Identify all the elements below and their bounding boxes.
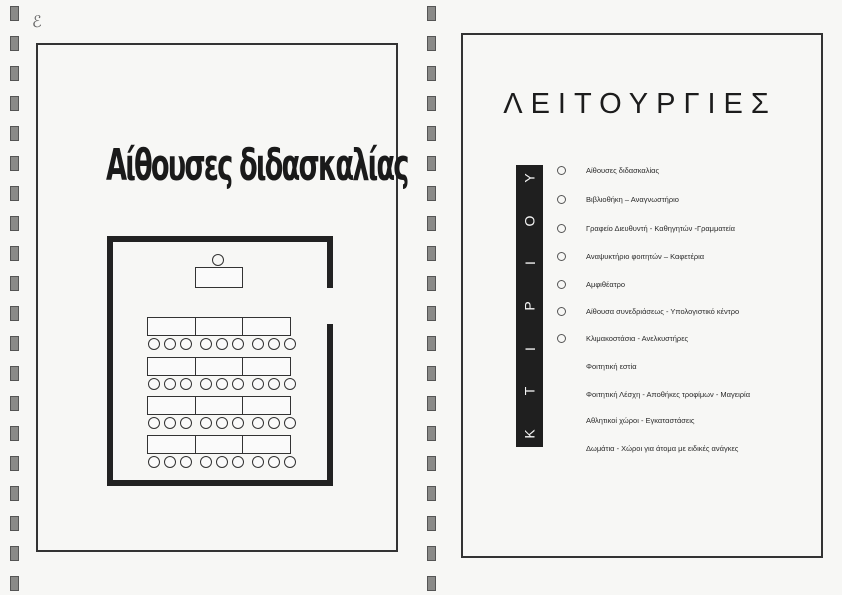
teacher-desk — [195, 267, 243, 288]
list-item: Γραφείο Διευθυντή - Καθηγητών -Γραμματεία — [586, 224, 735, 233]
desk-row — [147, 317, 290, 336]
list-item: Αναψυκτήριο φοιτητών – Καφετέρια — [586, 252, 704, 261]
binding-holes-right — [427, 6, 436, 589]
seat-row — [148, 338, 296, 350]
list-item: Φοιτητική Λέσχη - Αποθήκες τροφίμων - Μαγειρία — [586, 390, 751, 399]
seat-row — [148, 378, 296, 390]
bullet-icon — [557, 307, 566, 316]
desk-row — [147, 435, 290, 454]
right-page — [421, 0, 842, 595]
building-vertical-label: Υ Ο Ι Ρ Ι Τ Κ — [516, 165, 543, 447]
list-item: Αίθουσα συνεδριάσεως - Υπολογιστικό κέντρο — [586, 307, 739, 316]
list-item: Φοιτητική εστία — [586, 362, 637, 371]
list-item: Αίθουσες διδασκαλίας — [586, 166, 659, 175]
list-item: Δωμάτια - Χώροι για άτομα με ειδικές ανάγκες — [586, 444, 739, 453]
list-item: Κλιμακοστάσια - Ανελκυστήρες — [586, 334, 688, 343]
teacher-chair — [212, 254, 224, 266]
classroom-title: Αίθουσες διδασκαλίας — [106, 140, 408, 191]
bullet-icon — [557, 334, 566, 343]
list-item: Αθλητικοί χώροι - Εγκαταστάσεις — [586, 416, 695, 425]
bullet-icon — [557, 166, 566, 175]
bullet-icon — [557, 252, 566, 261]
desk-row — [147, 357, 290, 376]
list-item: Αμφιθέατρο — [586, 280, 625, 289]
bullet-icon — [557, 195, 566, 204]
functions-heading: ΛΕΙΤΟΥΡΓΙΕΣ — [503, 88, 777, 120]
desk-row — [147, 396, 290, 415]
seat-row — [148, 417, 296, 429]
seat-row — [148, 456, 296, 468]
list-item: Βιβλιοθήκη – Αναγνωστήριο — [586, 195, 679, 204]
bullet-icon — [557, 224, 566, 233]
binding-holes-left — [10, 6, 19, 589]
handwritten-mark: ℰ — [32, 12, 42, 31]
left-page-frame — [36, 43, 408, 552]
bullet-icon — [557, 280, 566, 289]
